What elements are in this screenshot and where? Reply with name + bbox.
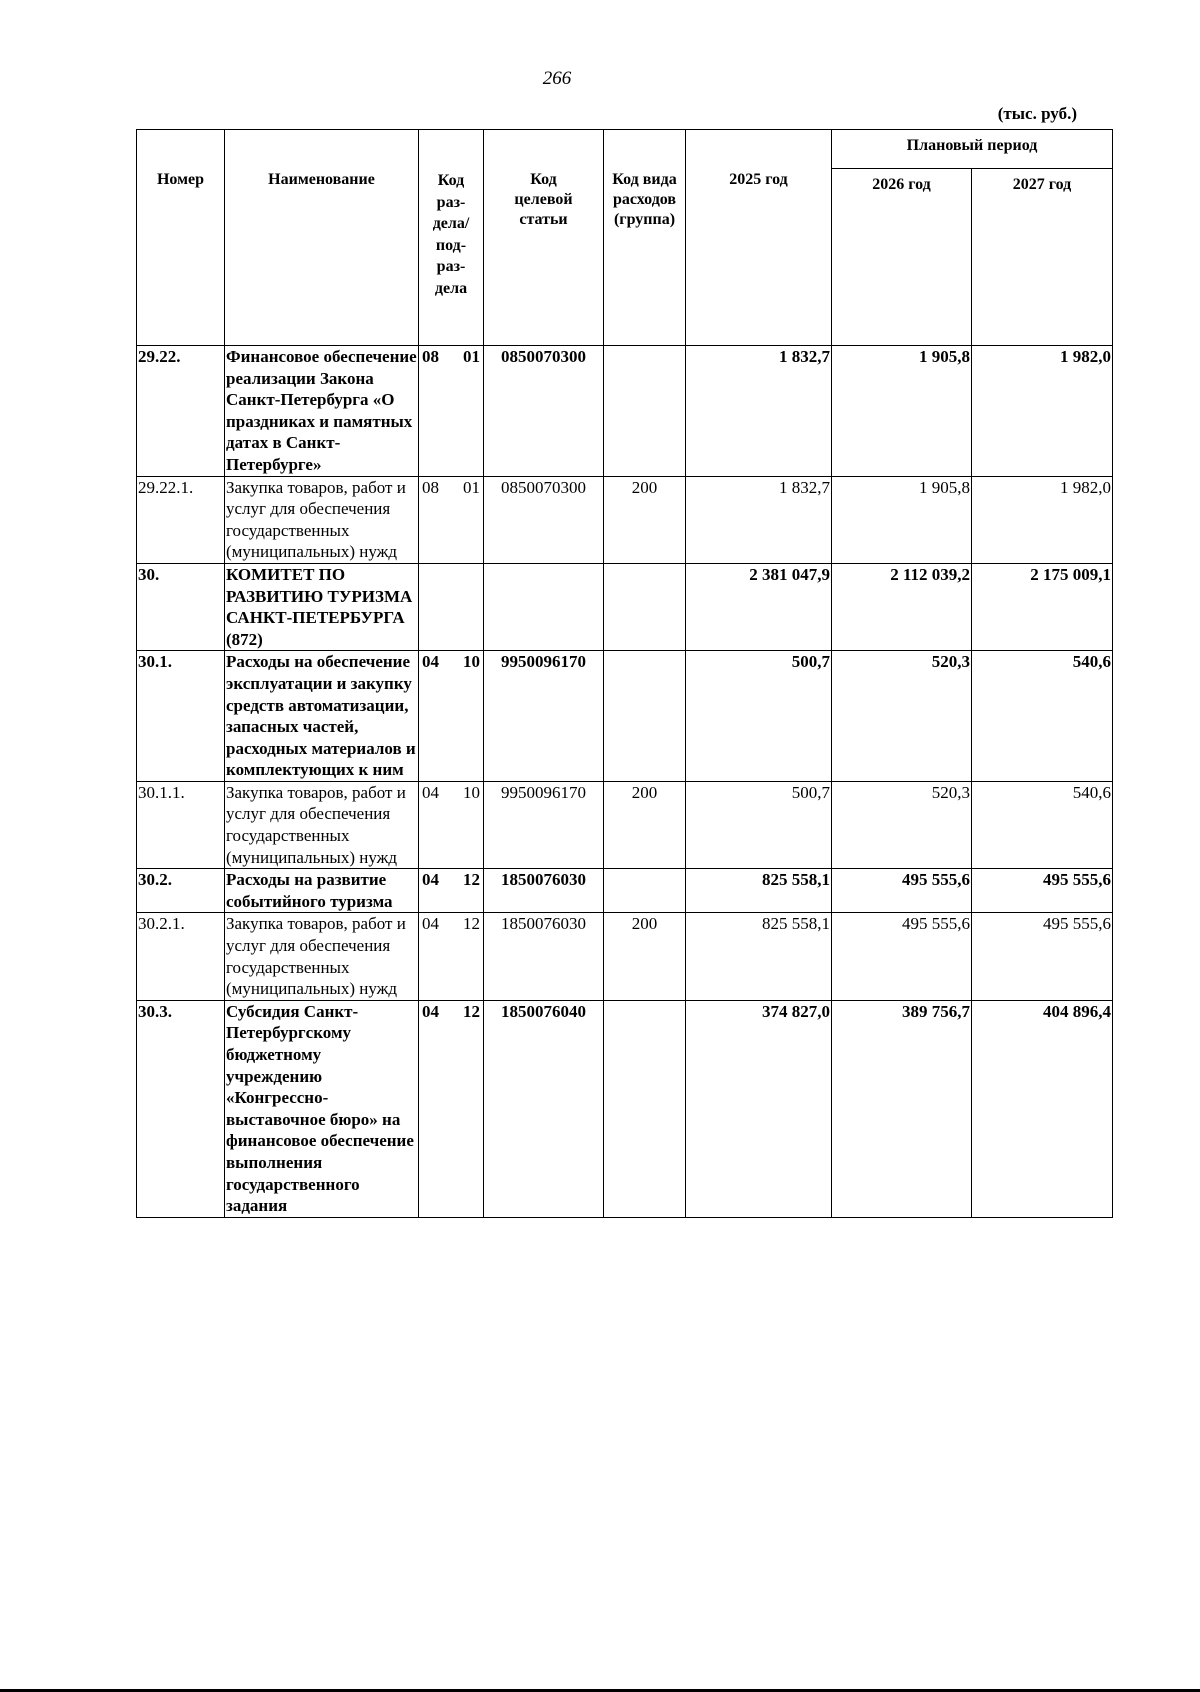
header-name: Наименование — [225, 130, 419, 346]
row-value-2025: 500,7 — [686, 651, 832, 782]
header-number: Номер — [137, 130, 225, 346]
row-target-code: 1850076030 — [484, 913, 604, 1000]
row-expense-type — [604, 563, 686, 650]
table-row — [137, 476, 1113, 563]
row-number: 30.1. — [137, 651, 225, 782]
row-value-2025: 2 381 047,9 — [686, 563, 832, 650]
row-value-2027: 1 982,0 — [972, 476, 1113, 563]
row-value-2027: 404 896,4 — [972, 1000, 1113, 1217]
row-section-code — [419, 651, 484, 782]
row-section-code — [419, 913, 484, 1000]
row-number: 29.22. — [137, 346, 225, 477]
row-value-2025: 374 827,0 — [686, 1000, 832, 1217]
table-row — [137, 346, 1113, 477]
row-value-2025: 825 558,1 — [686, 869, 832, 913]
section-code: 04 — [422, 782, 439, 802]
row-value-2026: 495 555,6 — [832, 869, 972, 913]
row-section-code — [419, 476, 484, 563]
section-code: 04 — [422, 870, 439, 890]
table-row — [137, 781, 1113, 868]
row-expense-type — [604, 1000, 686, 1217]
row-expense-type — [604, 869, 686, 913]
header-planned-period: Плановый период — [832, 130, 1113, 169]
row-value-2026: 520,3 — [832, 651, 972, 782]
row-target-code: 1850076030 — [484, 869, 604, 913]
section-code: 08 — [422, 477, 439, 497]
row-value-2027: 540,6 — [972, 781, 1113, 868]
row-name: Расходы на развитие событийного туризма — [225, 869, 419, 913]
page-number: 266 — [542, 68, 572, 89]
subsection-code: 12 — [463, 870, 480, 890]
row-target-code — [484, 563, 604, 650]
row-name: Субсидия Санкт-Петербургскому бюджетному учреждению «Конгрессно-выставочное бюро» на финансовое обеспечение выполнения государственного задания — [225, 1000, 419, 1217]
row-value-2025: 1 832,7 — [686, 476, 832, 563]
header-expense-type: Код вида расходов (группа) — [604, 130, 686, 346]
row-target-code: 0850070300 — [484, 346, 604, 477]
row-value-2026: 520,3 — [832, 781, 972, 868]
row-value-2027: 495 555,6 — [972, 913, 1113, 1000]
row-value-2025: 500,7 — [686, 781, 832, 868]
row-value-2026: 1 905,8 — [832, 476, 972, 563]
row-value-2026: 1 905,8 — [832, 346, 972, 477]
budget-table — [136, 129, 1113, 1218]
row-expense-type: 200 — [604, 913, 686, 1000]
row-value-2026: 495 555,6 — [832, 913, 972, 1000]
header-target-code: Код целевой статьи — [484, 130, 604, 346]
header-2026: 2026 год — [832, 169, 972, 346]
row-expense-type: 200 — [604, 781, 686, 868]
header-2025: 2025 год — [686, 130, 832, 346]
table-row — [137, 869, 1113, 913]
subsection-code: 12 — [463, 1001, 480, 1021]
row-number: 30. — [137, 563, 225, 650]
row-section-code — [419, 346, 484, 477]
row-value-2026: 389 756,7 — [832, 1000, 972, 1217]
row-number: 30.3. — [137, 1000, 225, 1217]
row-name: КОМИТЕТ ПО РАЗВИТИЮ ТУРИЗМА САНКТ-ПЕТЕРБУРГА (872) — [225, 563, 419, 650]
row-section-code — [419, 1000, 484, 1217]
table-row — [137, 563, 1113, 650]
table-row — [137, 1000, 1113, 1217]
subsection-code: 01 — [463, 477, 480, 497]
row-expense-type — [604, 346, 686, 477]
table-row — [137, 651, 1113, 782]
row-number: 30.2.1. — [137, 913, 225, 1000]
row-value-2027: 540,6 — [972, 651, 1113, 782]
row-target-code: 1850076040 — [484, 1000, 604, 1217]
row-target-code: 9950096170 — [484, 651, 604, 782]
row-section-code — [419, 781, 484, 868]
row-number: 30.2. — [137, 869, 225, 913]
row-name: Закупка товаров, работ и услуг для обеспечения государственных (муниципальных) нужд — [225, 476, 419, 563]
section-code: 04 — [422, 652, 439, 672]
row-value-2027: 1 982,0 — [972, 346, 1113, 477]
row-value-2027: 2 175 009,1 — [972, 563, 1113, 650]
row-name: Расходы на обеспечение эксплуатации и закупку средств автоматизации, запасных частей, расходных материалов и комплектующих к ним — [225, 651, 419, 782]
subsection-code: 10 — [463, 652, 480, 672]
section-code: 04 — [422, 914, 439, 934]
row-target-code: 0850070300 — [484, 476, 604, 563]
row-section-code — [419, 869, 484, 913]
section-code: 04 — [422, 1001, 439, 1021]
row-value-2025: 1 832,7 — [686, 346, 832, 477]
row-section-code — [419, 563, 484, 650]
row-value-2026: 2 112 039,2 — [832, 563, 972, 650]
row-expense-type — [604, 651, 686, 782]
subsection-code: 12 — [463, 914, 480, 934]
row-name: Закупка товаров, работ и услуг для обеспечения государственных (муниципальных) нужд — [225, 913, 419, 1000]
row-value-2027: 495 555,6 — [972, 869, 1113, 913]
row-expense-type: 200 — [604, 476, 686, 563]
row-target-code: 9950096170 — [484, 781, 604, 868]
row-name: Закупка товаров, работ и услуг для обеспечения государственных (муниципальных) нужд — [225, 781, 419, 868]
table-body — [137, 346, 1113, 1218]
row-value-2025: 825 558,1 — [686, 913, 832, 1000]
header-2027: 2027 год — [972, 169, 1113, 346]
subsection-code: 01 — [463, 347, 480, 366]
section-code: 08 — [422, 347, 439, 366]
units-label: (тыс. руб.) — [997, 104, 1077, 123]
table-row — [137, 913, 1113, 1000]
header-section-code: Код раз-дела/ под-раз-дела — [419, 130, 484, 346]
row-number: 30.1.1. — [137, 781, 225, 868]
row-number: 29.22.1. — [137, 476, 225, 563]
subsection-code: 10 — [463, 782, 480, 802]
row-name: Финансовое обеспечение реализации Закона Санкт-Петербурга «О праздниках и памятных датах в Санкт-Петербурге» — [225, 346, 419, 477]
